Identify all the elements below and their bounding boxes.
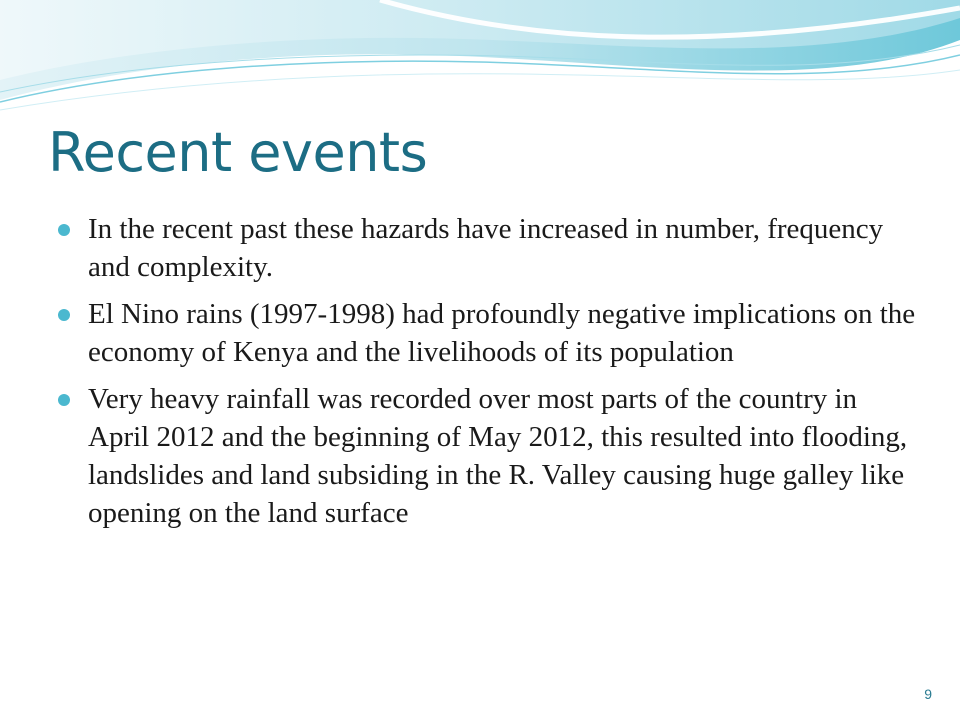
bullet-item: [58, 295, 918, 371]
bullet-text: Very heavy rainfall was recorded over most parts of the country in April 2012 and the beginning of May 2012, this resulted into flooding, landslides and land subsiding in the R. Valley causing huge galley like opening on the land surface: [88, 383, 908, 529]
bullet-list: [58, 210, 918, 541]
wave-decoration: [0, 0, 960, 130]
bullet-dot-icon: [58, 394, 70, 406]
bullet-dot-icon: [58, 309, 70, 321]
slide-title: Recent events: [48, 121, 428, 184]
page-number: 9: [924, 686, 932, 702]
bullet-item: [58, 210, 918, 286]
bullet-text: In the recent past these hazards have increased in number, frequency and complexity.: [88, 213, 884, 283]
bullet-item: [58, 380, 918, 532]
bullet-text: El Nino rains (1997-1998) had profoundly negative implications on the economy of Kenya and the livelihoods of its population: [88, 298, 916, 368]
bullet-dot-icon: [58, 224, 70, 236]
